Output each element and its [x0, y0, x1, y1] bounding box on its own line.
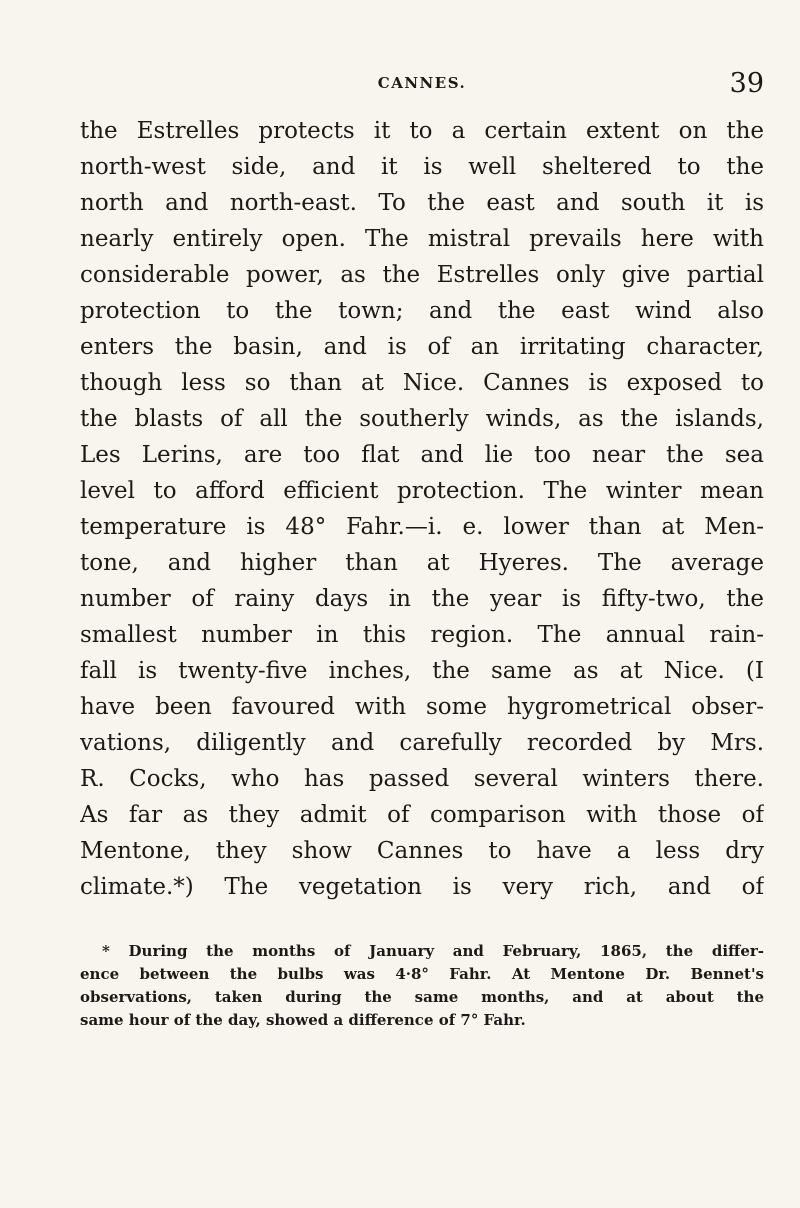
- body-line: considerable power, as the Estrelles only give partial: [80, 262, 764, 288]
- body-line: number of rainy days in the year is fifty-two, the: [80, 586, 764, 612]
- body-text: [80, 113, 764, 905]
- body-line: Les Lerins, are too flat and lie too near the sea: [80, 442, 764, 468]
- footnote-line: ence between the bulbs was 4·8° Fahr. At Mentone Dr. Bennet's: [80, 965, 764, 983]
- body-line: enters the basin, and is of an irritating character,: [80, 334, 764, 360]
- footnote-line: same hour of the day, showed a difference of 7° Fahr.: [80, 1011, 526, 1029]
- body-line: vations, diligently and carefully recorded by Mrs.: [80, 730, 764, 756]
- running-head-title: CANNES.: [377, 74, 467, 92]
- page-number: 39: [729, 68, 764, 99]
- body-line: smallest number in this region. The annual rain-: [80, 622, 764, 648]
- body-line: have been favoured with some hygrometrical obser-: [80, 694, 764, 720]
- body-line: temperature is 48° Fahr.—i. e. lower than at Men-: [80, 514, 764, 540]
- body-line: though less so than at Nice. Cannes is exposed to: [80, 370, 764, 396]
- footnote-line: observations, taken during the same months, and at about the: [80, 988, 764, 1006]
- footnote-line: * During the months of January and February, 1865, the differ-: [102, 942, 764, 960]
- body-line: north-west side, and it is well sheltered to the: [80, 154, 764, 180]
- body-line: tone, and higher than at Hyeres. The average: [80, 550, 764, 576]
- body-line: fall is twenty-five inches, the same as at Nice. (I: [80, 658, 764, 684]
- body-line: Mentone, they show Cannes to have a less dry: [80, 838, 764, 864]
- footnote: [80, 940, 764, 1032]
- body-line: the Estrelles protects it to a certain extent on the: [80, 118, 764, 144]
- body-line: climate.*) The vegetation is very rich, and of: [80, 874, 764, 900]
- body-line: R. Cocks, who has passed several winters there.: [80, 766, 764, 792]
- body-line: north and north-east. To the east and south it is: [80, 190, 764, 216]
- running-head: [80, 68, 764, 98]
- body-line: nearly entirely open. The mistral prevails here with: [80, 226, 764, 252]
- body-line: protection to the town; and the east wind also: [80, 298, 764, 324]
- body-line: level to afford efficient protection. The winter mean: [80, 478, 764, 504]
- body-line: the blasts of all the southerly winds, as the islands,: [80, 406, 764, 432]
- body-line: As far as they admit of comparison with those of: [80, 802, 764, 828]
